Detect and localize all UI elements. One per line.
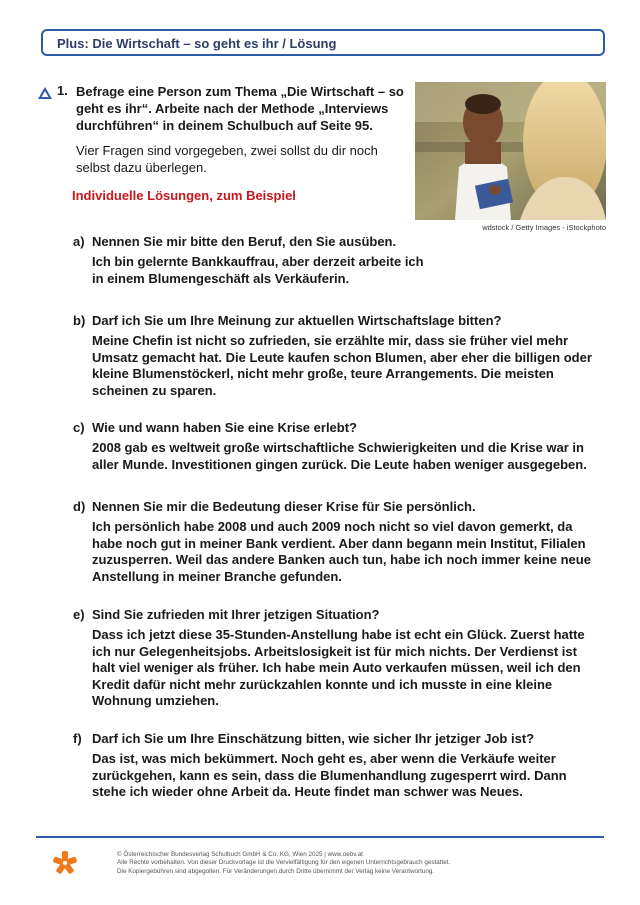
page-title: Plus: Die Wirtschaft – so geht es ihr / Lösung xyxy=(57,36,337,51)
difficulty-triangle-icon xyxy=(38,87,52,99)
solutions-label: Individuelle Lösungen, zum Beispiel xyxy=(72,188,296,203)
answer-text: Dass ich jetzt diese 35-Stunden-Anstellung habe ist echt ein Glück. Zuerst hatte ich nur Gelegenheitsjobs. Arbeitslosigkeit ist für mich nichts. Der Verdienst ist halt viel weniger als früher. Ich habe mein Auto verkaufen müssen, weil ich den Kredit dafür nicht mehr zurückzahlen konnte und ich musste in eine kleine Wohnung umziehen. xyxy=(92,627,585,708)
question-text: Darf ich Sie um Ihre Einschätzung bitten, wie sicher Ihr jetziger Job ist? xyxy=(92,731,535,746)
question-text: Nennen Sie mir bitte den Beruf, den Sie ausüben. xyxy=(92,234,397,249)
question-letter: d) xyxy=(73,499,86,514)
task-note: Vier Fragen sind vorgegeben, zwei sollst du dir noch selbst dazu überlegen. xyxy=(76,143,378,175)
question-text: Darf ich Sie um Ihre Meinung zur aktuellen Wirtschaftslage bitten? xyxy=(92,313,502,328)
task-instruction: Befrage eine Person zum Thema „Die Wirtschaft – so geht es ihr“. Arbeite nach der Methode „Interviews durchführen“ in deinem Schulbuch auf Seite 95. xyxy=(76,84,404,133)
question-text: Wie und wann haben Sie eine Krise erlebt? xyxy=(92,420,357,435)
question-letter: a) xyxy=(73,234,85,249)
question-letter: c) xyxy=(73,420,85,435)
footer-copyright xyxy=(117,851,450,876)
answer-text: Ich persönlich habe 2008 und auch 2009 noch nicht so viel davon gemerkt, da habe noch gut in meiner Bank verdient. Aber dann begann mein Institut, Filialen zuzusperren. Weil das andere Banken auch tun, habe ich noch immer keine neue Anstellung in meiner Branche gefunden. xyxy=(92,519,591,584)
question-text: Nennen Sie mir die Bedeutung dieser Krise für Sie persönlich. xyxy=(92,499,476,514)
answer-text: Ich bin gelernte Bankkauffrau, aber derzeit arbeite ich in einem Blumengeschäft als Verkäuferin. xyxy=(92,254,424,286)
task-number: 1. xyxy=(57,83,68,98)
footer-divider xyxy=(36,836,604,838)
footer-line-2: Alle Rechte vorbehalten. Von dieser Druckvorlage ist die Vervielfältigung für den eigenen Unterrichtsgebrauch gestattet. xyxy=(117,859,451,867)
question-letter: f) xyxy=(73,731,82,746)
question-letter: b) xyxy=(73,313,86,328)
footer-line-1: © Österreichischer Bundesverlag Schulbuch GmbH & Co. KG, Wien 2025 | www.oebv.at xyxy=(117,851,363,858)
answer-text: 2008 gab es weltweit große wirtschaftliche Schwierigkeiten und die Krise war in aller Munde. Investitionen gingen zurück. Die Leute haben weniger ausgegeben. xyxy=(92,440,587,472)
photo-credit: wdstock / Getty Images - iStockphoto xyxy=(482,223,606,232)
question-text: Sind Sie zufrieden mit Ihrer jetzigen Situation? xyxy=(92,607,380,622)
answer-text: Das ist, was mich bekümmert. Noch geht es, aber wenn die Verkäufe weiter zurückgehen, kann es sein, dass die Blumenhandlung zugesperrt wird. Dann stehe ich wieder ohne Arbeit da. Heute findet man schwer was Neues. xyxy=(92,751,567,799)
publisher-logo-icon xyxy=(52,850,78,876)
interview-photo xyxy=(415,82,606,220)
question-letter: e) xyxy=(73,607,85,622)
header-box xyxy=(41,29,605,56)
footer-line-3: Die Kopiergebühren sind abgegolten. Für Veränderungen durch Dritte übernimmt der Verlag keine Verantwortung. xyxy=(117,867,435,875)
answer-text: Meine Chefin ist nicht so zufrieden, sie erzählte mir, dass sie früher viel mehr Umsatz gemacht hat. Die Leute kaufen schon Blumen, aber eher die billigen oder kleine Blumenstöckerl, nicht mehr große, teure Arrangements. Die meisten scheinen zu sparen. xyxy=(92,333,592,398)
